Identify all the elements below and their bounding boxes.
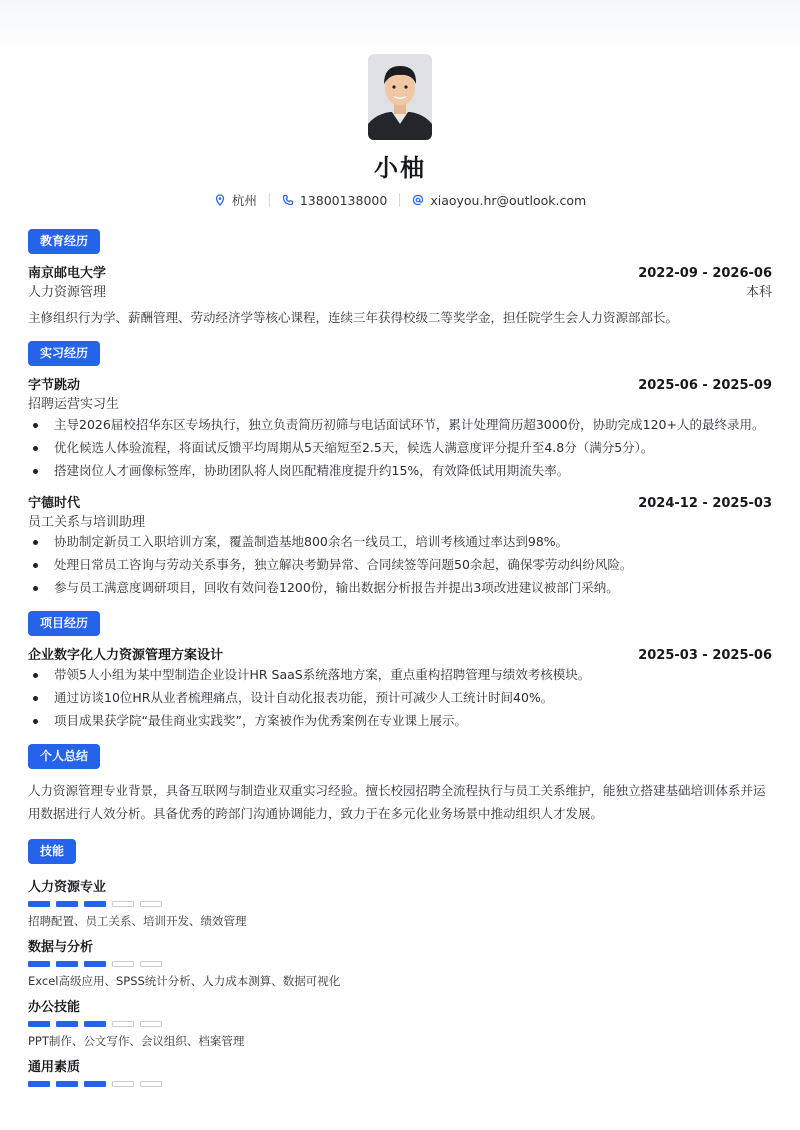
skill-level-segment-filled	[28, 1081, 50, 1087]
list-item: 项目成果获学院“最佳商业实践奖”，方案被作为优秀案例在专业课上展示。	[28, 712, 772, 730]
skill-level-segment-empty	[140, 961, 162, 967]
contact-divider	[269, 193, 270, 207]
list-item: 带领5人小组为某中型制造企业设计HR SaaS系统落地方案，重点重构招聘管理与绩效考核模块。	[28, 666, 772, 684]
contact-email[interactable]	[412, 193, 586, 208]
section-tag-skills: 技能	[28, 839, 76, 864]
skill-level-segment-empty	[112, 901, 134, 907]
internship-entry	[28, 374, 772, 480]
bullet-list	[28, 416, 772, 480]
school-name: 南京邮电大学	[28, 266, 107, 281]
list-item: 处理日常员工咨询与劳动关系事务，独立解决考勤异常、合同续签等问题50余起，确保零劳动纠纷风险。	[28, 556, 772, 574]
skill-level-segment-filled	[56, 901, 78, 907]
job-role: 招聘运营实习生	[28, 397, 120, 412]
skill-level-segment-filled	[56, 1081, 78, 1087]
list-item: 参与员工满意度调研项目，回收有效问卷1200份，输出数据分析报告并提出3项改进建议被部门采纳。	[28, 579, 772, 597]
project-entry	[28, 644, 772, 730]
project-section	[28, 611, 772, 730]
list-item: 协助制定新员工入职培训方案，覆盖制造基地800余名一线员工，培训考核通过率达到98%。	[28, 533, 772, 551]
skill-level-meter	[28, 1021, 772, 1027]
skill-level-segment-filled	[56, 1021, 78, 1027]
skill-detail: Excel高级应用、SPSS统计分析、人力成本测算、数据可视化	[28, 974, 341, 988]
skill-name: 通用素质	[28, 1060, 81, 1075]
bullet-list	[28, 666, 772, 730]
degree: 本科	[745, 285, 772, 300]
major: 人力资源管理	[28, 285, 107, 300]
phone-text: 13800138000	[299, 192, 388, 208]
skill-item	[28, 936, 772, 989]
phone-icon	[282, 194, 294, 206]
skill-level-meter	[28, 901, 772, 907]
education-entry	[28, 262, 772, 329]
skill-level-segment-filled	[28, 961, 50, 967]
skill-level-segment-empty	[140, 1021, 162, 1027]
contact-location	[214, 191, 257, 209]
skill-level-meter	[28, 1081, 772, 1087]
education-description: 主修组织行为学、薪酬管理、劳动经济学等核心课程，连续三年获得校级二等奖学金，担任院学生会人力资源部部长。	[28, 310, 679, 325]
skill-level-segment-empty	[112, 961, 134, 967]
skill-level-segment-empty	[140, 1081, 162, 1087]
list-item: 优化候选人体验流程，将面试反馈平均周期从5天缩短至2.5天，候选人满意度评分提升至4.8分（满分5分）。	[28, 439, 772, 457]
location-text: 杭州	[231, 193, 257, 208]
candidate-name: 小柚	[374, 154, 426, 182]
skill-level-segment-empty	[112, 1021, 134, 1027]
avatar	[368, 54, 432, 140]
bullet-list	[28, 533, 772, 597]
internship-section	[28, 341, 772, 597]
skill-detail: 招聘配置、员工关系、培训开发、绩效管理	[28, 914, 247, 928]
skill-level-segment-filled	[56, 961, 78, 967]
list-item: 主导2026届校招华东区专场执行，独立负责简历初筛与电话面试环节，累计处理简历超3000份，协助完成120+人的最终录用。	[28, 416, 772, 434]
skill-name: 办公技能	[28, 1000, 81, 1015]
section-tag-summary: 个人总结	[28, 744, 100, 769]
skill-level-segment-filled	[84, 961, 106, 967]
contact-bar	[28, 191, 772, 209]
internship-date: 2024-12 - 2025-03	[638, 496, 772, 511]
skill-detail: PPT制作、公文写作、会议组织、档案管理	[28, 1034, 245, 1048]
skill-level-segment-filled	[84, 901, 106, 907]
list-item: 通过访谈10位HR从业者梳理痛点，设计自动化报表功能，预计可减少人工统计时间40%。	[28, 689, 772, 707]
skill-level-segment-filled	[28, 1021, 50, 1027]
education-date: 2022-09 - 2026-06	[638, 266, 772, 281]
section-tag-education: 教育经历	[28, 229, 100, 254]
skill-name: 人力资源专业	[28, 880, 107, 895]
skill-level-segment-empty	[112, 1081, 134, 1087]
skill-level-segment-filled	[28, 901, 50, 907]
section-tag-internship: 实习经历	[28, 341, 100, 366]
skills-list	[28, 876, 772, 1087]
education-section	[28, 229, 772, 329]
email-text: xiaoyou.hr@outlook.com	[430, 192, 587, 208]
skill-item	[28, 1056, 772, 1087]
skill-level-segment-empty	[140, 901, 162, 907]
skill-level-segment-filled	[84, 1021, 106, 1027]
summary-text: 人力资源管理专业背景，具备互联网与制造业双重实习经验。擅长校园招聘全流程执行与员工关系维护，能独立搭建基础培训体系并运用数据进行人效分析。具备优秀的跨部门沟通协调能力，致力于在多元化业务场景中推动组织人才发展。	[28, 783, 766, 821]
resume-header	[28, 0, 772, 209]
job-role: 员工关系与培训助理	[28, 515, 146, 530]
skill-item	[28, 996, 772, 1049]
internship-date: 2025-06 - 2025-09	[638, 378, 772, 393]
skill-level-segment-filled	[84, 1081, 106, 1087]
skill-level-meter	[28, 961, 772, 967]
company-name: 字节跳动	[28, 378, 81, 393]
project-name: 企业数字化人力资源管理方案设计	[28, 648, 224, 663]
skill-item	[28, 876, 772, 929]
company-name: 宁德时代	[28, 496, 81, 511]
internship-entry	[28, 492, 772, 597]
list-item: 搭建岗位人才画像标签库，协助团队将人岗匹配精准度提升约15%，有效降低试用期流失率。	[28, 462, 772, 480]
at-sign-icon	[412, 194, 424, 206]
project-date: 2025-03 - 2025-06	[638, 648, 772, 663]
section-tag-project: 项目经历	[28, 611, 100, 636]
skill-name: 数据与分析	[28, 940, 94, 955]
summary-section	[28, 744, 772, 825]
skills-section	[28, 839, 772, 1087]
contact-phone[interactable]	[282, 193, 387, 208]
location-pin-icon	[214, 194, 226, 206]
contact-divider	[399, 193, 400, 207]
